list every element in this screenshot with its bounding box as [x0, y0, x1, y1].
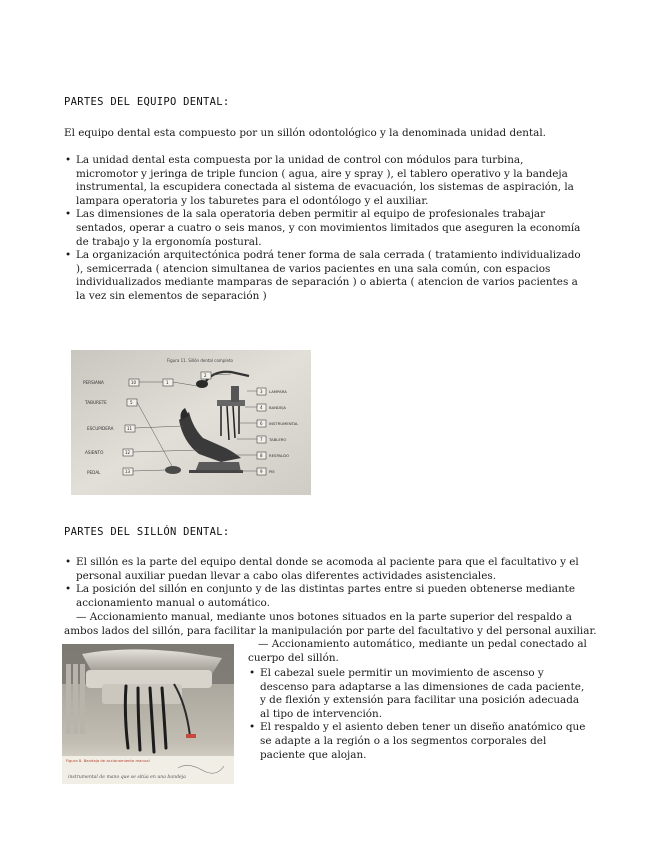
- list-item: • El sillón es la parte del equipo dental donde se acomoda al paciente para que el facultativo y el personal auxiliar puedan llevar a cabo olas diferentes actividades asistenciales.: [64, 556, 584, 583]
- label-left: ASIENTO: [85, 450, 104, 455]
- label-right: LAMPARA: [269, 389, 287, 394]
- label-right: PIE: [269, 469, 275, 474]
- manual-activation-line: — Accionamiento manual, mediante unos botones situados en la parte superior del respaldo a: [76, 611, 572, 623]
- label-left: PEDAL: [87, 470, 101, 475]
- number-label: 13: [125, 469, 131, 474]
- number-label: 10: [131, 380, 137, 385]
- list-item: • La unidad dental esta compuesta por la unidad de control con módulos para turbina, micromotor y jeringa de triple funcion ( agua, aire y spray ), el tablero operativo y la bandeja instrumental, la escupidera conectada al sistema de evacuación, los sistemas de aspiración, la lampara operatoria y los taburetes para el odontólogo y el auxiliar.: [64, 154, 584, 208]
- auto-activation-line: cuerpo del sillón.: [248, 652, 339, 664]
- label-left: TABURETE: [85, 400, 107, 405]
- dental-chair-diagram-photo: [71, 350, 311, 495]
- handwritten-note: instrumental de mano que se sitúa en una bandeja: [68, 775, 186, 780]
- equipo-bullet-list: [64, 154, 584, 304]
- label-left: ESCUPIDERA: [87, 426, 114, 431]
- list-item: • La organización arquitectónica podrá tener forma de sala cerrada ( tratamiento individualizado ), semicerrada ( atencion simultanea de varios pacientes en una sala común, con espacios individualizados mediante mamparas de separación ) o abierta ( atencion de varios pacientes a la vez sin elementos de separación ): [64, 249, 584, 303]
- figure-caption: Figura 11. Sillón dental completo: [167, 358, 233, 363]
- number-label: 3: [260, 389, 263, 394]
- sillon-bullet-list: [64, 556, 584, 610]
- number-label: 11: [127, 426, 133, 431]
- instrument-tray-photo: [62, 644, 234, 784]
- number-label: 6: [260, 421, 263, 426]
- number-label: 9: [260, 469, 263, 474]
- number-label: 1: [166, 380, 169, 385]
- label-right: INSTRUMENTAL: [269, 421, 299, 426]
- number-label: 2: [204, 373, 207, 378]
- list-item: • La posición del sillón en conjunto y de las distintas partes entre si pueden obtenerse mediante accionamiento manual o automático.: [64, 583, 584, 610]
- intro-paragraph: El equipo dental esta compuesto por un sillón odontológico y la denominada unidad dental.: [64, 127, 546, 139]
- number-label: 5: [130, 400, 133, 405]
- number-label: 8: [260, 453, 263, 458]
- number-label: 12: [125, 450, 131, 455]
- label-right: RESPALDO: [269, 453, 290, 458]
- section-title-sillon: PARTES DEL SILLÓN DENTAL:: [64, 526, 230, 538]
- manual-activation-line: ambos lados del sillón, para facilitar la manipulación por parte del facultativo y del personal auxiliar.: [64, 625, 597, 637]
- figure-caption: Figura 8. Bandeja de accionamiento manual: [66, 758, 150, 763]
- number-label: 7: [260, 437, 263, 442]
- auto-activation-line: — Accionamiento automático, mediante un pedal conectado al: [258, 638, 587, 650]
- label-right: TABLERO: [269, 437, 287, 442]
- list-item: • El cabezal suele permitir un movimiento de ascenso y descenso para adaptarse a las dimensiones de cada paciente, y de flexión y extensión para facilitar una posición adecuada al tipo de intervención.: [248, 667, 588, 721]
- instrument-tray-image: [62, 644, 234, 784]
- label-right: BANDEJA: [269, 405, 287, 410]
- cabezal-bullet-list: [248, 667, 588, 762]
- list-item: • El respaldo y el asiento deben tener un diseño anatómico que se adapte a la región o a los segmentos corporales del paciente que alojan.: [248, 721, 588, 762]
- dental-chair-diagram: [71, 350, 311, 495]
- section-title-equipo: PARTES DEL EQUIPO DENTAL:: [64, 96, 230, 108]
- label-left: PERSIANA: [83, 380, 104, 385]
- list-item: • Las dimensiones de la sala operatoria deben permitir al equipo de profesionales trabajar sentados, operar a cuatro o seis manos, y con movimientos limitados que aseguren la economía de trabajo y la ergonomía postural.: [64, 208, 584, 249]
- number-label: 4: [260, 405, 263, 410]
